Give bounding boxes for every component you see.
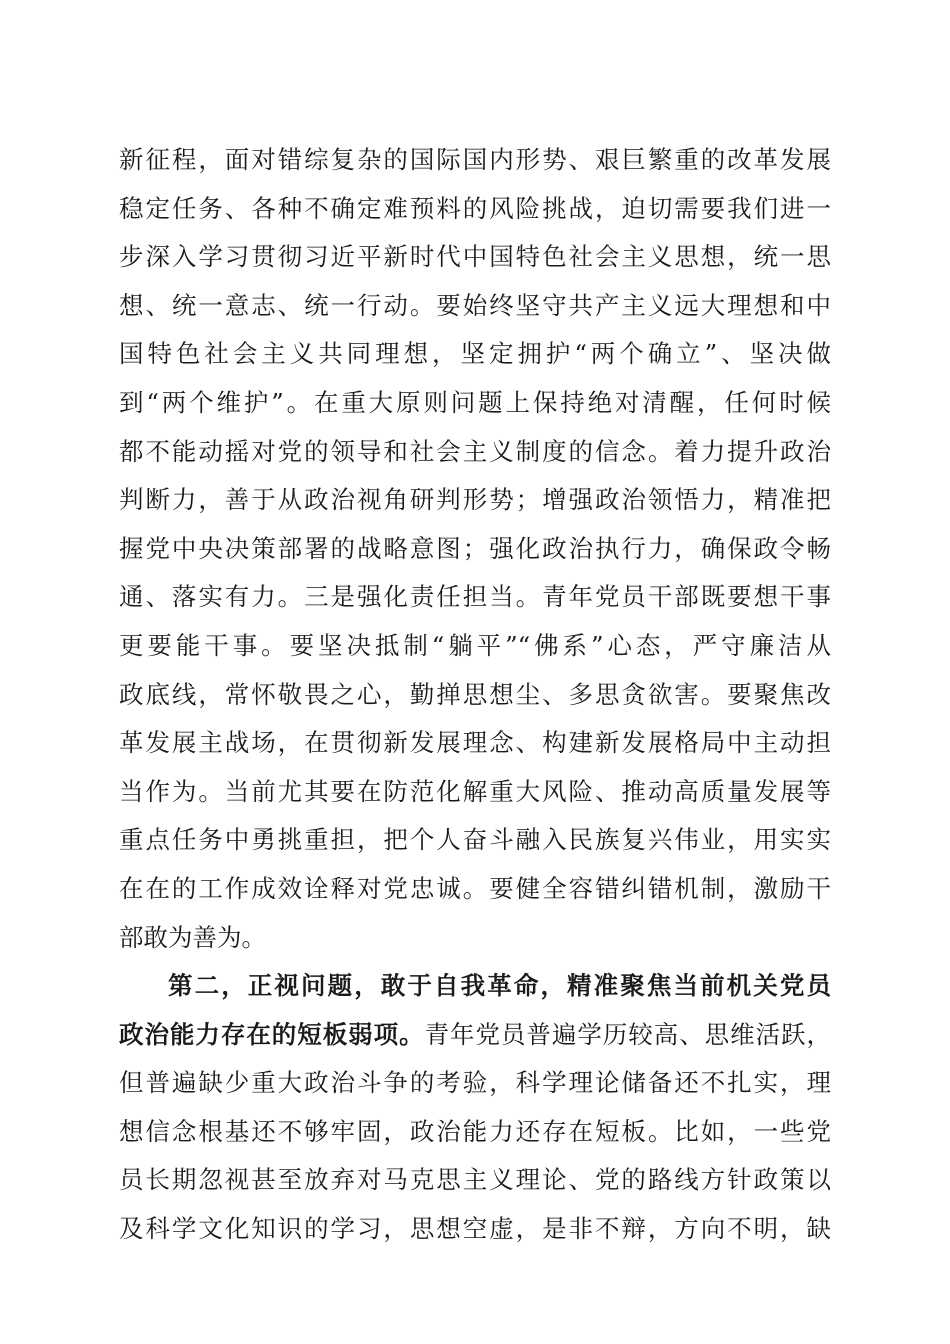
text-line: 想、统一意志、统一行动。要始终坚守共产主义远大理想和中	[119, 290, 831, 320]
text-line: 员长期忽视甚至放弃对马克思主义理论、党的路线方针政策以	[119, 1165, 831, 1195]
text-line: 及科学文化知识的学习，思想空虚，是非不辩，方向不明，缺	[119, 1214, 831, 1244]
text-line: 革发展主战场，在贯彻新发展理念、构建新发展格局中主动担	[119, 728, 831, 758]
text-line: 握党中央决策部署的战略意图；强化政治执行力，确保政令畅	[119, 533, 831, 563]
text-line: 都不能动摇对党的领导和社会主义制度的信念。着力提升政治	[119, 436, 831, 466]
text-line: 步深入学习贯彻习近平新时代中国特色社会主义思想，统一思	[119, 242, 831, 272]
text-line: 更要能干事。要坚决抵制“躺平”“佛系”心态，严守廉洁从	[119, 630, 831, 660]
text-line: 重点任务中勇挑重担，把个人奋斗融入民族复兴伟业，用实实	[119, 825, 831, 855]
text-line: 部敢为善为。	[119, 922, 266, 952]
text-run: 青年党员普遍学历较高、思维活跃，	[424, 1019, 831, 1049]
text-line	[119, 1011, 831, 1060]
text-line: 稳定任务、各种不确定难预料的风险挑战，迫切需要我们进一	[119, 193, 831, 223]
text-line: 国特色社会主义共同理想，坚定拥护“两个确立”、坚决做	[119, 339, 831, 369]
section-heading: 第二，正视问题，敢于自我革命，精准聚焦当前机关党员	[168, 971, 831, 1001]
text-line: 但普遍缺少重大政治斗争的考验，科学理论储备还不扎实，理	[119, 1068, 831, 1098]
text-line: 到“两个维护”。在重大原则问题上保持绝对清醒，任何时候	[119, 387, 831, 417]
section-heading-tail: 政治能力存在的短板弱项。	[119, 1019, 425, 1049]
text-line: 通、落实有力。三是强化责任担当。青年党员干部既要想干事	[119, 582, 831, 612]
text-line: 当作为。当前尤其要在防范化解重大风险、推动高质量发展等	[119, 776, 831, 806]
document-body	[119, 136, 831, 1254]
text-line: 新征程，面对错综复杂的国际国内形势、艰巨繁重的改革发展	[119, 145, 831, 174]
text-line: 想信念根基还不够牢固，政治能力还存在短板。比如，一些党	[119, 1116, 831, 1146]
text-line: 判断力，善于从政治视角研判形势；增强政治领悟力，精准把	[119, 485, 831, 515]
text-line: 政底线，常怀敬畏之心，勤掸思想尘、多思贪欲害。要聚焦改	[119, 679, 831, 709]
text-line: 在在的工作成效诠释对党忠诚。要健全容错纠错机制，激励干	[119, 873, 831, 903]
